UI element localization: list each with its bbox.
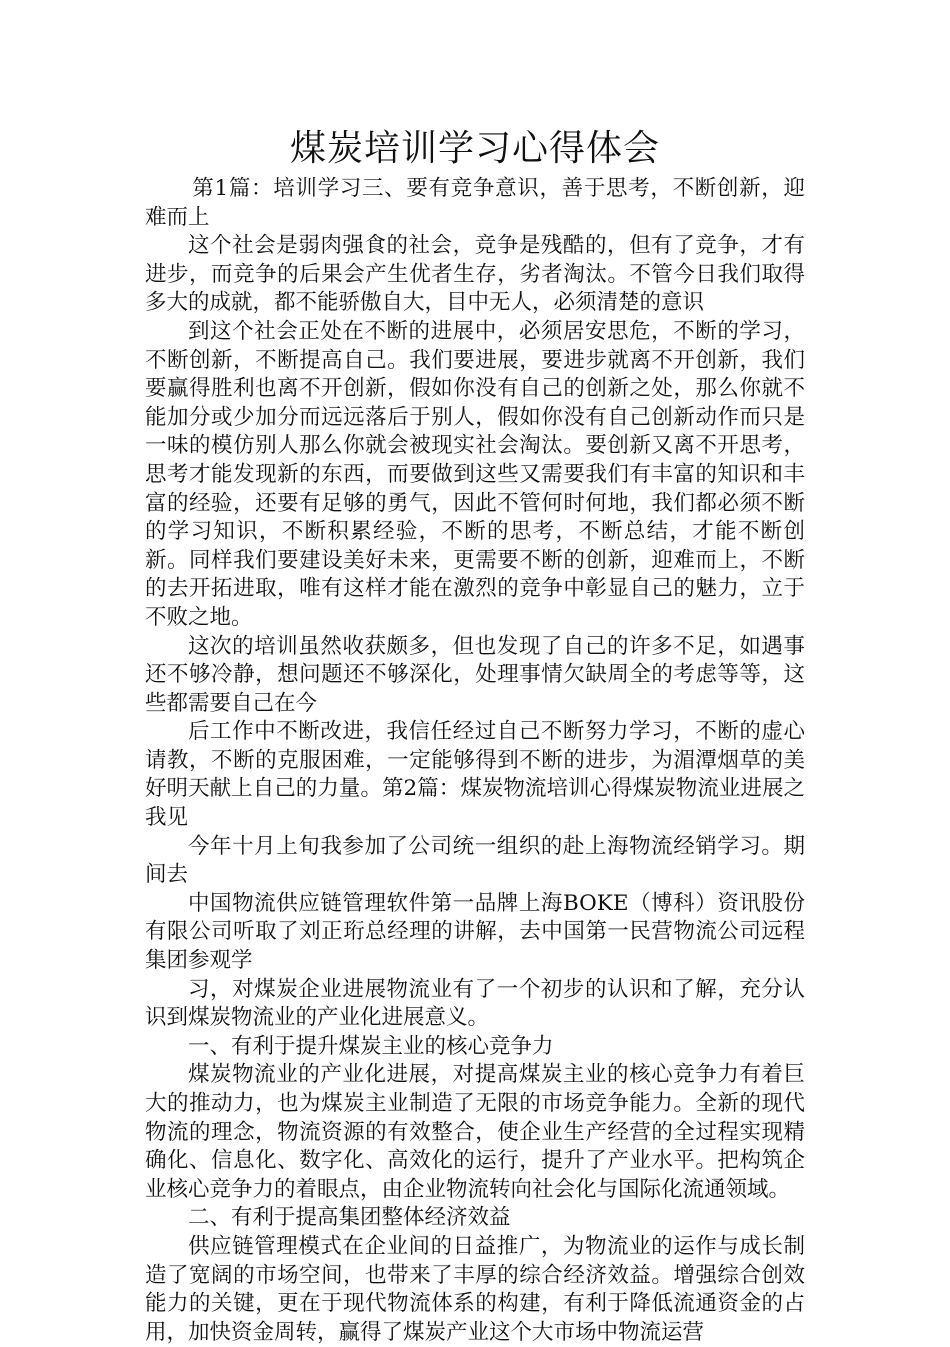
- paragraph-9: 煤炭物流业的产业化进展，对提高煤炭主业的核心竞争力有着巨大的推动力，也为煤炭主业制造了无限的市场竞争能力。全新的现代物流的理念，物流资源的有效整合，使企业生产经营的全过程实现精确化、信息化、数字化、高效化的运行，提升了产业水平。把构筑企业核心竞争力的着眼点，由企业物流转向社会化与国际化流通领域。: [145, 1062, 805, 1202]
- paragraph-7: 中国物流供应链管理软件第一品牌上海BOKE（博科）资讯股份有限公司听取了刘正珩总经理的讲解，去中国第一民营物流公司远程集团参观学: [145, 890, 805, 974]
- document-title: 煤炭培训学习心得体会: [289, 128, 660, 169]
- section-heading-1: 一、有利于提升煤炭主业的核心竞争力: [188, 1033, 554, 1059]
- paragraph-2: 这个社会是弱肉强食的社会，竞争是残酷的，但有了竞争，才有进步，而竞争的后果会产生优者生存，劣者淘汰。不管今日我们取得多大的成就，都不能骄傲自大，目中无人，必须清楚的意识: [145, 233, 805, 316]
- paragraph-3: 到这个社会正处在不断的进展中，必须居安思危，不断的学习，不断创新，不断提高自己。我们要进展，要进步就离不开创新，我们要赢得胜利也离不开创新，假如你没有自己的创新之处，那么你就不能加分或少加分而远远落后于别人，假如你没有自己创新动作而只是一味的模仿别人那么你就会被现实社会淘汰。要创新又离不开思考，思考才能发现新的东西，而要做到这些又需要我们有丰富的知识和丰富的经验，还要有足够的勇气，因此不管何时何地，我们都必须不断的学习知识，不断积累经验，不断的思考，不断总结，才能不断创新。同样我们要建设美好未来，更需要不断的创新，迎难而上，不断的去开拓进取，唯有这样才能在激烈的竞争中彰显自己的魅力，立于不败之地。: [145, 318, 805, 630]
- paragraph-10: 供应链管理模式在企业间的日益推广，为物流业的运作与成长制造了宽阔的市场空间，也带来了丰厚的综合经济效益。增强综合创效能力的关键，更在于现代物流体系的构建，有利于降低流通资金的占用，加快资金周转，赢得了煤炭产业这个大市场中物流运营: [145, 1233, 805, 1345]
- paragraph-6: 今年十月上旬我参加了公司统一组织的赴上海物流经销学习。期间去: [145, 833, 805, 888]
- document-page: [145, 125, 805, 1347]
- section-heading-2: 二、有利于提高集团整体经济效益: [188, 1205, 511, 1231]
- paragraph-1: 第1篇：培训学习三、要有竞争意识，善于思考，不断创新，迎难而上: [145, 176, 805, 230]
- paragraph-4: 这次的培训虽然收获颇多，但也发现了自己的许多不足，如遇事还不够冷静，想问题还不够深化，处理事情欠缺周全的考虑等等，这些都需要自己在今: [145, 633, 805, 716]
- paragraph-8: 习，对煤炭企业进展物流业有了一个初步的认识和了解，充分认识到煤炭物流业的产业化进展意义。: [145, 976, 805, 1031]
- paragraph-5: 后工作中不断改进，我信任经过自己不断努力学习，不断的虚心请教，不断的克服困难，一定能够得到不断的进步，为湄潭烟草的美好明天献上自己的力量。第2篇：煤炭物流培训心得煤炭物流业进展之我见: [145, 719, 805, 831]
